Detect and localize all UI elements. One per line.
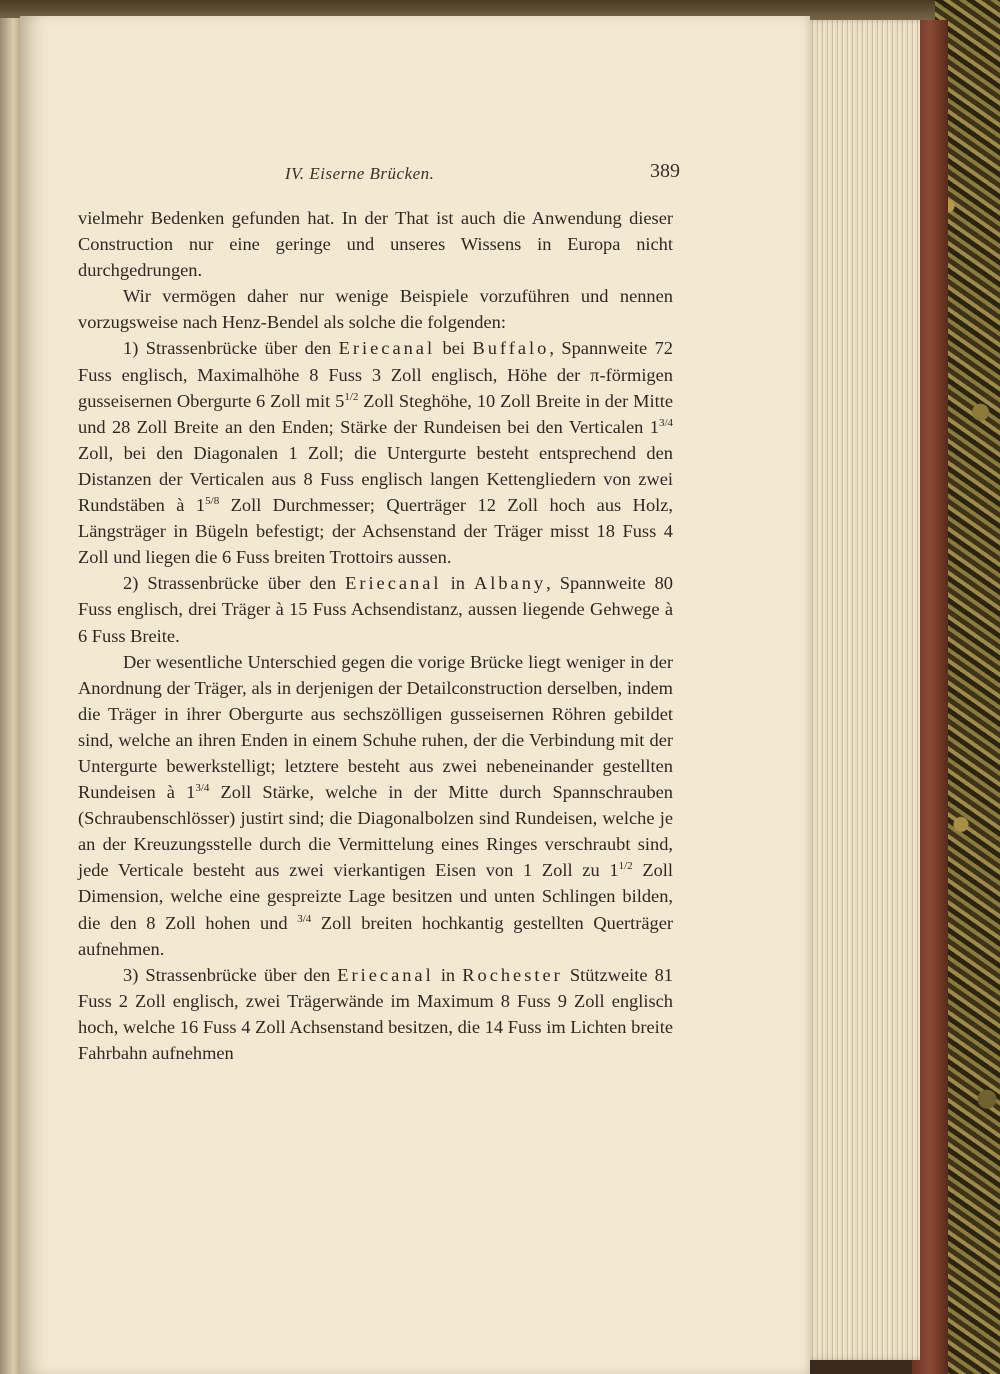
place-name: Eriecanal — [338, 338, 436, 359]
running-title: IV. Eiserne Brücken. — [285, 164, 435, 183]
example-marker: 1) — [123, 338, 139, 359]
fraction: 3/4 — [658, 416, 673, 429]
running-head — [270, 158, 680, 188]
fraction: 3/4 — [297, 912, 312, 925]
example-marker: 2) — [123, 573, 139, 594]
fraction: 1/2 — [344, 390, 359, 403]
fraction: 3/4 — [195, 781, 210, 794]
place-name: Eriecanal — [337, 964, 434, 985]
paragraph-continuation: vielmehr Bedenken gefunden hat. In der That ist auch die Anwendung dieser Construction nur eine geringe und unseres Wissens in Europa nicht durchgedrungen. — [78, 208, 673, 281]
paragraph-intro: Wir vermögen daher nur wenige Beispiele vorzuführen und nennen vorzugsweise nach Henz-Bendel als solche die folgenden: — [78, 286, 673, 333]
place-name: Buffalo — [472, 338, 550, 359]
example-marker: 3) — [123, 964, 139, 985]
paragraph-detail: Der wesentliche Unterschied gegen die vorige Brücke liegt weniger in der Anordnung der Träger, als in derjenigen der Detailconstruction derselben, indem die Träger in ihrer Obergurte aus sechszölligen gusseisernen Röhren gebildet sind, welche an ihren Enden in einem Schuhe ruhen, der die Verbindung mit der Untergurte bewerkstelligt; letztere besteht aus zwei nebeneinander gestellten Rundeisen à $1^{3/4}$ Zoll Stärke, welche in der Mitte durch Spannschrauben (Schraubenschlösser) justirt sind; die Diagonalbolzen sind Rundeisen, welche je an der Kreuzungsstelle durch die Vermittelung eines Ringes verschraubt sind, jede Verticale besteht aus zwei vierkantigen Eisen von 1 Zoll zu $1^{1/2}$ Zoll Dimension, welche eine gespreizte Lage besitzen und unten Schlingen bilden, die den 8 Zoll hohen und $^{3/4}$ Zoll breiten hochkantig gestellten Querträger aufnehmen. — [78, 651, 674, 959]
page-number: 389 — [650, 160, 680, 182]
fraction: 5/8 — [205, 494, 220, 507]
place-name: Albany — [473, 573, 547, 594]
page-stack-edge — [805, 20, 920, 1360]
fraction: 1/2 — [618, 860, 633, 873]
place-name: Rochester — [462, 964, 563, 985]
example-3-paragraph: 3) Strassenbrücke über den Eriecanal in Rochester Stützweite 81 Fuss 2 Zoll englisch, zwei Trägerwände im Maximum 8 Fuss 9 Zoll englisch hoch, welche 16 Fuss 4 Zoll Achsenstand besitzen, die 14 Fuss im Lichten breite Fahrbahn aufnehmen — [78, 964, 673, 1063]
example-2-paragraph: 2) Strassenbrücke über den Eriecanal in Albany, Spannweite 80 Fuss englisch, drei Träger à 15 Fuss Achsendistanz, aussen liegende Gehwege à 6 Fuss Breite. — [78, 573, 673, 646]
example-1-paragraph: 1) Strassenbrücke über den Eriecanal bei Buffalo, Spannweite 72 Fuss englisch, Maximalhöhe 8 Fuss 3 Zoll englisch, Höhe der π-förmigen gusseisernen Obergurte 6 Zoll mit $5^{1/2}$ Zoll Steghöhe, 10 Zoll Breite in der Mitte und 28 Zoll Breite an den Enden; Stärke der Rundeisen bei den Verticalen $1^{3/4}$ Zoll, bei den Diagonalen 1 Zoll; die Untergurte besteht entsprechend den Distanzen der Verticalen aus 8 Fuss englisch langen Kettengliedern von zwei Rundstäben à $1^{5/8}$ Zoll Durchmesser; Querträger 12 Zoll hoch aus Holz, Längsträger in Bügeln befestigt; der Achsenstand der Träger misst 18 Fuss 4 Zoll und liegen die 6 Fuss breiten Trottoirs aussen. — [78, 338, 674, 568]
pi-symbol: π — [590, 364, 600, 385]
body-text — [78, 205, 673, 1066]
place-name: Eriecanal — [345, 573, 442, 594]
facing-page-edge — [0, 18, 22, 1374]
